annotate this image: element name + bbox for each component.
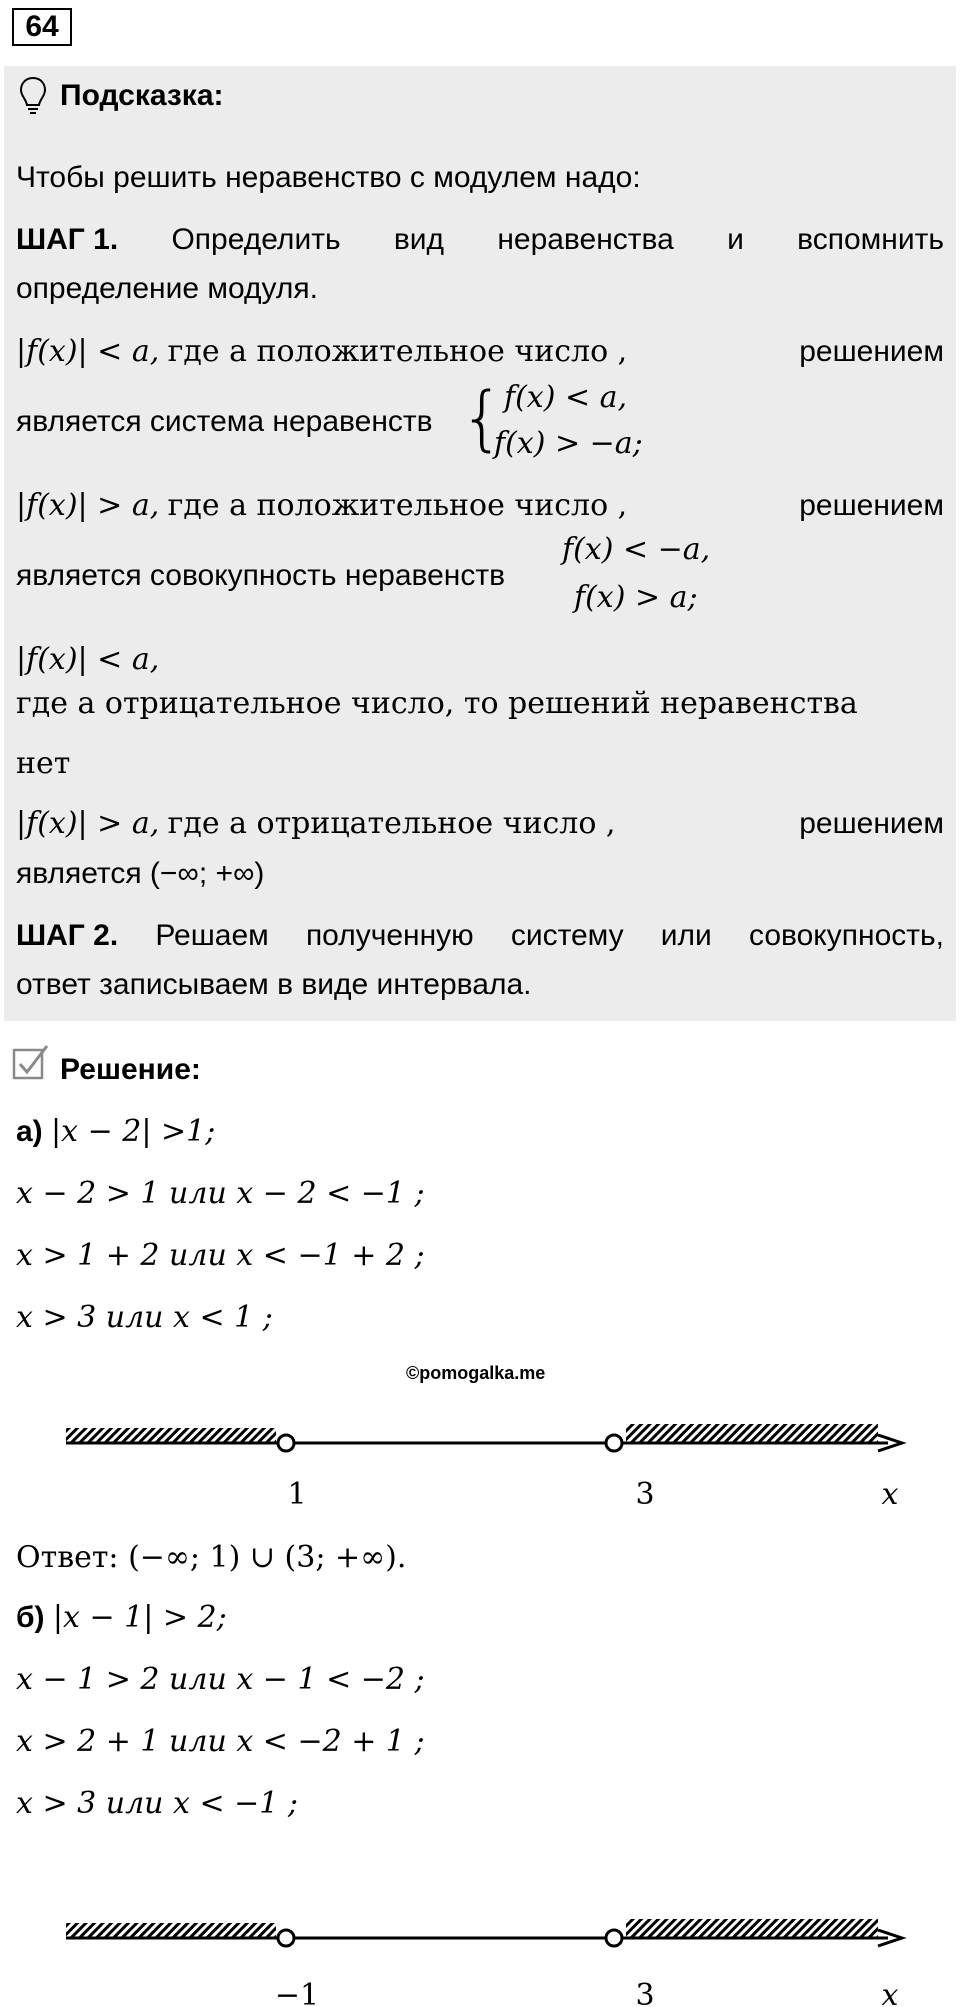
case2-sys2: f(x) > a;	[574, 580, 698, 615]
shade-right	[626, 1919, 878, 1937]
open-point	[278, 1930, 294, 1946]
step2-line2: ответ записываем в виде интервала.	[16, 968, 532, 1001]
axis-var: x	[881, 1477, 899, 1512]
hint-title: Подсказка:	[60, 79, 224, 112]
case4-mid: где a отрицательное число ,	[167, 806, 616, 841]
step1-line1	[16, 222, 944, 258]
part-a-label: а)	[16, 1115, 43, 1148]
shade-left	[66, 1923, 276, 1937]
hint-intro: Чтобы решить неравенство с модулем надо:	[16, 161, 641, 194]
tick-label: 1	[287, 1477, 307, 1512]
case3-line2: где a отрицательное число, то решений неравенства	[16, 686, 858, 721]
number-line-b	[0, 1905, 960, 2007]
case1-sys2: f(x) > −a;	[494, 426, 643, 461]
part-a-line	[16, 1114, 215, 1150]
step2-word: совокупность,	[748, 919, 944, 952]
part-b-line	[16, 1600, 227, 1636]
step1-word: вид	[393, 223, 445, 256]
case1-line1	[16, 334, 944, 370]
step1-word: и	[727, 223, 744, 256]
step2-word: Решаем	[155, 919, 269, 952]
step1-label: ШАГ 1.	[16, 223, 119, 256]
case2-line2: является совокупность неравенств	[16, 559, 506, 592]
shade-right	[626, 1424, 878, 1442]
open-point	[606, 1435, 622, 1451]
step2-word: систему	[510, 919, 624, 952]
lightbulb-icon	[18, 75, 48, 124]
part-a-step: x − 2 > 1 или x − 2 < −1 ;	[16, 1176, 425, 1211]
case2-right: решением	[799, 489, 944, 522]
number-line-a	[0, 1410, 960, 1520]
step1-word: вспомнить	[797, 223, 944, 256]
open-point	[278, 1435, 294, 1451]
case3-expr: |f(x)| < a,	[16, 642, 160, 677]
axis-var: x	[881, 1978, 899, 2007]
watermark: ©pomogalka.me	[406, 1363, 546, 1383]
system-brace: {	[460, 377, 505, 459]
checkbox-icon	[12, 1044, 50, 1093]
case4-right: решением	[799, 807, 944, 840]
case1-line2: является система неравенств	[16, 405, 433, 438]
case4-line1	[16, 806, 944, 842]
step2-line1	[16, 918, 944, 954]
step1-line2: определение модуля.	[16, 272, 318, 305]
case1-sys1: f(x) < a,	[504, 380, 628, 415]
part-b-step: x > 2 + 1 или x < −2 + 1 ;	[16, 1724, 425, 1759]
part-b-expr: |x − 1| > 2;	[52, 1600, 227, 1635]
case4-expr: |f(x)| > a,	[16, 806, 160, 841]
case3-line3: нет	[16, 746, 71, 781]
case2-sys1: f(x) < −a,	[562, 532, 711, 567]
part-b-step: x > 3 или x < −1 ;	[16, 1786, 299, 1821]
part-a-step: x > 3 или x < 1 ;	[16, 1300, 273, 1335]
part-b-step: x − 1 > 2 или x − 1 < −2 ;	[16, 1662, 425, 1697]
case4-line2: является (−∞; +∞)	[16, 857, 265, 890]
tick-label: −1	[274, 1978, 320, 2007]
case2-mid: где a положительное число ,	[167, 488, 628, 523]
case1-mid: где a положительное число ,	[167, 334, 628, 369]
part-a-expr: |x − 2| >1;	[51, 1114, 216, 1149]
step2-label: ШАГ 2.	[16, 919, 119, 952]
case2-line1	[16, 488, 944, 524]
step1-word: Определить	[171, 223, 341, 256]
step2-word: или	[660, 919, 712, 952]
step2-word: полученную	[305, 919, 474, 952]
part-b-label: б)	[16, 1601, 45, 1634]
case1-right: решением	[799, 335, 944, 368]
case1-expr: |f(x)| < a,	[16, 334, 160, 369]
answer-a: Ответ: (−∞; 1) ∪ (3; +∞).	[16, 1540, 407, 1575]
shade-left	[66, 1428, 276, 1442]
open-point	[606, 1930, 622, 1946]
tick-label: 3	[635, 1978, 655, 2007]
problem-number: 64	[12, 8, 72, 46]
case2-expr: |f(x)| > a,	[16, 488, 160, 523]
part-a-step: x > 1 + 2 или x < −1 + 2 ;	[16, 1238, 425, 1273]
solution-title: Решение:	[60, 1053, 201, 1086]
tick-label: 3	[635, 1477, 655, 1512]
step1-word: неравенства	[497, 223, 674, 256]
